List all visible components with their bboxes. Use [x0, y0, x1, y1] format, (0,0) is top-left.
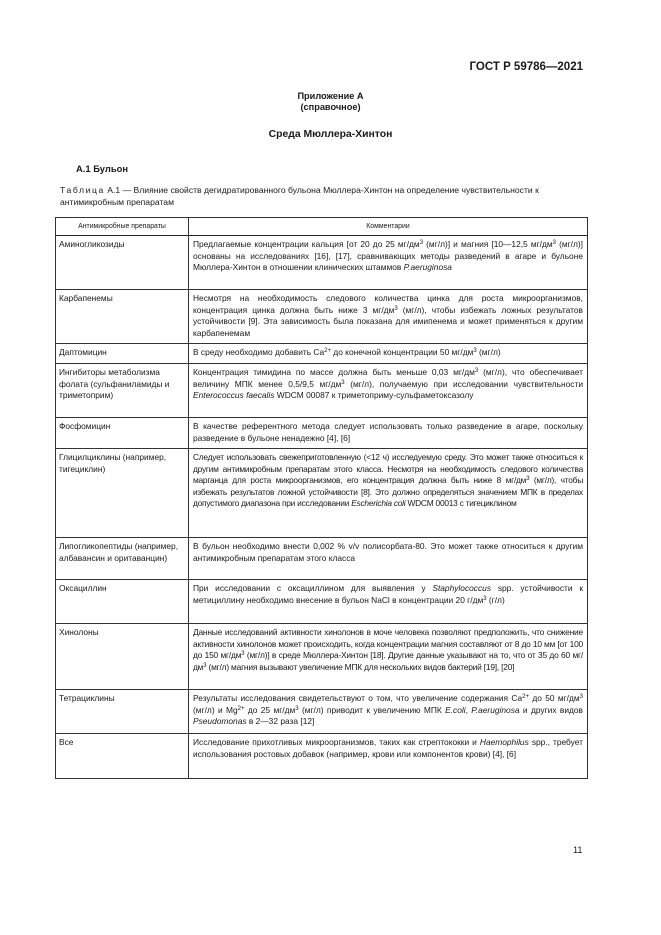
- comment-cell: Результаты исследования свидетельствуют о том, что увеличение содержания $Ca^{2+}$ до 50 $мг/дм^3$ (мг/л) и $Mg^{2+}$ до 25 $мг/дм^3$ (мг/л) приводит к увеличению МПК E.coli, P.aeruginosa и других видов Pseudomonas в 2—32 раза [12]: [189, 690, 588, 734]
- comment-cell: Предлагаемые концентрации кальция [от 20 до 25 $мг/дм^3$ (мг/л)] и магния [10—12,5 $мг/дм^3$ (мг/л)] основаны на исследованиях [16], [17], сравнивающих методы разведений в агаре и бульоне Мюллера-Хинтон в отношении клинических штаммов P.aeruginosa: [189, 236, 588, 290]
- drug-cell: Все: [56, 734, 189, 779]
- drug-cell: Аминогликозиды: [56, 236, 189, 290]
- table-row: [56, 364, 588, 418]
- comment-cell: При исследовании с оксациллином для выявления у Staphylococcus spp. устойчивости к метициллину необходимо внесение в бульон NaCl в концентрации 20 $г/дм^3$ (г/л): [189, 580, 588, 624]
- comment-cell: Исследование прихотливых микроорганизмов, таких как стрептококки и Haemophilus spp., требует использования ростовых добавок (например, крови или компонентов крови) [4], [6]: [189, 734, 588, 779]
- comment-cell: В бульон необходимо внести 0,002 % v/v полисорбата-80. Это может также относиться к другим антимикробным препаратам этого класса: [189, 538, 588, 580]
- column-header-drugs: Антимикробные препараты: [56, 218, 189, 236]
- drug-cell: Оксациллин: [56, 580, 189, 624]
- drug-cell: Липогликопептиды (например, албавансин и оритаванцин): [56, 538, 189, 580]
- drug-cell: Тетрациклины: [56, 690, 189, 734]
- comment-cell: Следует использовать свежеприготовленную (<12 ч) исследуемую среду. Это может также относиться к другим антимикробным препаратам этого класса. Несмотря на необходимость следового количества марганца для роста микроорганизмов, его концентрация должна быть ниже 8 $мг/дм^3$ (мг/л), чтобы избежать результатов ложной устойчивости [8]. Это должно определяться значением МПК в пределах допустимого диапазона при исследовании Escherichia coli WDCM 00013 с тигециклином: [189, 449, 588, 538]
- comment-cell: Несмотря на необходимость следового количества цинка для роста микроорганизмов, концентрация цинка должна быть ниже 3 $мг/дм^3$ (мг/л), чтобы избежать ложных результатов устойчивости [9]. Эта зависимость была показана для имипенема и может применяться к другим карбапенемам: [189, 290, 588, 344]
- table-row: [56, 690, 588, 734]
- annex-type: (справочное): [300, 102, 361, 112]
- table-row: [56, 580, 588, 624]
- table-caption: [60, 185, 600, 208]
- table-row: [56, 236, 588, 290]
- comment-cell: Концентрация тимидина по массе должна быть меньше 0,03 $мг/дм^3$ (мг/л), что обеспечивает величину МПК менее 0,5/9,5 $мг/дм^3$ (мг/л), получаемую при исследовании чувствительности Enterococcus faecalis WDCM 00087 к триметоприму-сульфаметоксазолу: [189, 364, 588, 418]
- table-row: [56, 734, 588, 779]
- comment-cell: Данные исследований активности хинолонов в моче человека позволяют предположить, что снижение активности хинолонов может происходить, когда концентрации магния составляют от 8 до 10 мм [от 100 до 150 $мг/дм^3$ (мг/л)] в среде Мюллера-Хинтон [18]. Другие данные указывают на то, что от 35 до 60 $мг/дм^3$ (мг/л) магния вызывают увеличение МПК для нескольких видов бактерий [19], [20]: [189, 624, 588, 690]
- table-row: [56, 344, 588, 364]
- page-number: 11: [573, 845, 583, 855]
- drug-cell: Ингибиторы метаболизма фолата (сульфаниламиды и триметоприм): [56, 364, 189, 418]
- table-row: [56, 624, 588, 690]
- table-row: [56, 449, 588, 538]
- comment-cell: В среду необходимо добавить $Ca^{2+}$ до конечной концентрации 50 $мг/дм^3$ (мг/л): [189, 344, 588, 364]
- table-header-row: [56, 218, 588, 236]
- document-number: ГОСТ Р 59786—2021: [469, 61, 583, 73]
- table-row: [56, 538, 588, 580]
- drug-cell: Хинолоны: [56, 624, 189, 690]
- drug-cell: Карбапенемы: [56, 290, 189, 344]
- column-header-comments: Комментарии: [189, 218, 588, 236]
- table-row: [56, 418, 588, 449]
- drug-cell: Даптомицин: [56, 344, 189, 364]
- comment-cell: В качестве референтного метода следует использовать только разведение в агаре, поскольку разведение в бульоне ненадежно [4], [6]: [189, 418, 588, 449]
- section-heading: А.1 Бульон: [76, 163, 129, 174]
- table-caption-prefix: Таблица: [60, 185, 105, 195]
- results-table: [55, 217, 588, 779]
- annex-label: Приложение А: [297, 91, 364, 101]
- table-row: [56, 290, 588, 344]
- annex-title: Среда Мюллера-Хинтон: [268, 129, 393, 140]
- table-caption-text: А.1 — Влияние свойств дегидратированного бульона Мюллера-Хинтон на определение чувствительности к антимикробным препаратам: [60, 185, 539, 207]
- drug-cell: Глицилциклины (например, тигециклин): [56, 449, 189, 538]
- annex-heading: [0, 91, 661, 113]
- drug-cell: Фосфомицин: [56, 418, 189, 449]
